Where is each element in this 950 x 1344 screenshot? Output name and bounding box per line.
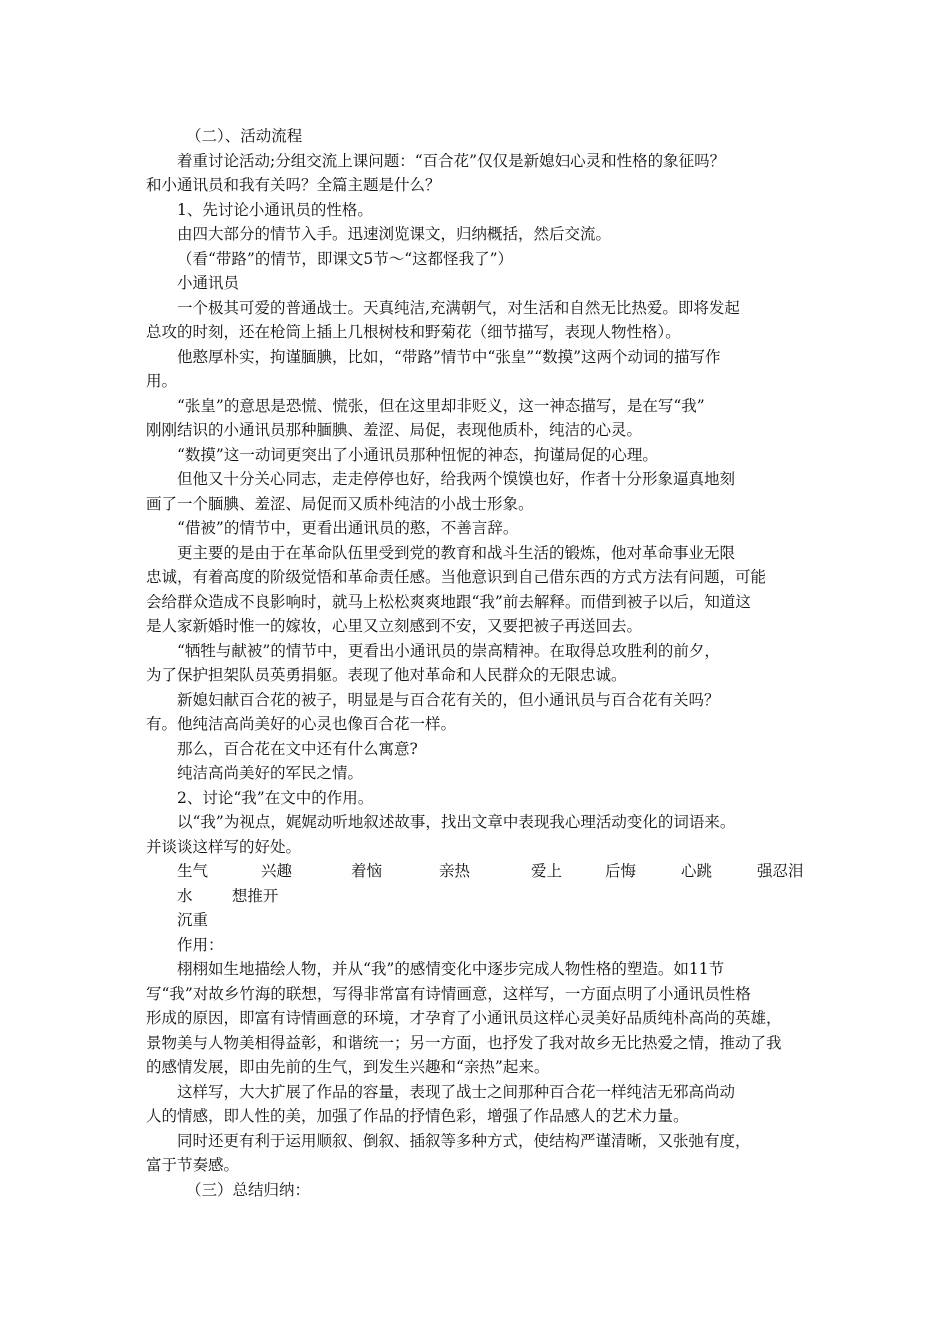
paragraph-line: 画了一个腼腆、羞涩、局促而又质朴纯洁的小战士形象。 [146,494,534,513]
emotion-word: 兴趣 [261,862,293,880]
paragraph-line: 作用： [177,935,224,954]
emotion-word: 强忍泪 [757,862,804,880]
paragraph-line: “张皇”的意思是恐慌、慌张，但在这里却非贬义，这一神态描写，是在写“我” [177,396,705,415]
paragraph-line: “借被”的情节中，更看出通讯员的憨，不善言辞。 [177,519,519,537]
paragraph-line: 刚刚结识的小通讯员那种腼腆、羞涩、局促，表现他质朴，纯洁的心灵。 [146,421,643,439]
paragraph-line: 栩栩如生地描绘人物，并从“我”的感情变化中逐步完成人物性格的塑造。如11节 [177,960,725,978]
paragraph-line: 写“我”对故乡竹海的联想，写得非常富有诗情画意，这样写，一方面点明了小通讯员性格 [146,984,751,1003]
document-page [146,124,826,1202]
paragraph-line: 的感情发展，即由先前的生气，到发生兴趣和“亲热”起来。 [146,1058,550,1076]
paragraph-line: 和小通讯员和我有关吗？全篇主题是什么？ [146,176,441,194]
paragraph-line: 人的情感，即人性的美，加强了作品的抒情色彩，增强了作品感人的艺术力量。 [146,1107,689,1125]
paragraph-line: 小通讯员 [177,274,240,292]
paragraph-line: 纯洁高尚美好的军民之情。 [177,764,364,782]
paragraph-line: 着重讨论活动;分组交流上课问题：“百合花”仅仅是新媳妇心灵和性格的象征吗？ [177,151,726,170]
paragraph-line: 是人家新婚时惟一的嫁妆，心里又立刻感到不安，又要把被子再送回去。 [146,617,643,635]
paragraph-line: 忠诚，有着高度的阶级觉悟和革命责任感。当他意识到自己借东西的方式方法有问题，可能 [146,568,767,586]
paragraph-line: 更主要的是由于在革命队伍里受到党的教育和战斗生活的锻炼，他对革命事业无限 [177,543,736,562]
paragraph-line: （看“带路”的情节，即课文5节～“这都怪我了”） [177,249,514,268]
paragraph-line: 这样写，大大扩展了作品的容量，表现了战士之间那种百合花一样纯洁无邪高尚动 [177,1082,736,1101]
section-heading: （三）总结归纳： [186,1180,311,1199]
paragraph-line: 那么，百合花在文中还有什么寓意? [177,739,418,758]
paragraph-line: 形成的原因，即富有诗情画意的环境，才孕育了小通讯员这样心灵美好品质纯朴高尚的英雄， [146,1009,782,1027]
subsection-heading: 2、讨论“我”在文中的作用。 [177,788,374,807]
paragraph-line: 同时还更有利于运用顺叙、倒叙、插叙等多种方式，使结构严谨清晰，又张弛有度， [177,1131,751,1150]
subsection-heading: 1、先讨论小通讯员的性格。 [177,200,373,219]
emotion-word: 生气 [177,862,209,880]
paragraph-line: 沉重 [177,911,209,929]
paragraph-line: 富于节奏感。 [146,1156,240,1174]
paragraph-line: 新媳妇献百合花的被子，明显是与百合花有关的，但小通讯员与百合花有关吗？ [177,690,720,709]
paragraph-line: 但他又十分关心同志，走走停停也好，给我两个馍馍也好，作者十分形象逼真地刻 [177,470,736,488]
emotion-word: 心跳 [681,862,713,880]
paragraph-line: 景物美与人物美相得益彰，和谐统一；另一方面，也抒发了我对故乡无比热爱之情，推动了我 [146,1033,782,1052]
paragraph-line: 会给群众造成不良影响时，就马上松松爽爽地跟“我”前去解释。而借到被子以后，知道这 [146,592,751,611]
paragraph-line: 由四大部分的情节入手。迅速浏览课文，归纳概括，然后交流。 [177,225,612,243]
paragraph-line: 用。 [146,372,178,390]
paragraph-line: 水 想推开 [177,886,279,905]
emotion-word: 着恼 [351,862,383,880]
paragraph-line: “数摸”这一动词更突出了小通讯员那种忸怩的神态，拘谨局促的心理。 [177,445,658,464]
emotion-word: 后悔 [605,862,637,880]
emotion-word: 亲热 [439,862,471,880]
paragraph-line: 并谈谈这样写的好处。 [146,837,302,856]
paragraph-line: 为了保护担架队员英勇捐躯。表现了他对革命和人民群众的无限忠诚。 [146,666,627,684]
paragraph-line: “牺牲与献被”的情节中，更看出小通讯员的崇高精神。在取得总攻胜利的前夕， [177,641,720,660]
paragraph-line: 一个极其可爱的普通战士。天真纯洁,充满朝气，对生活和自然无比热爱。即将发起 [177,298,740,317]
paragraph-line: 总攻的时刻，还在枪筒上插上几根树枝和野菊花（细节描写，表现人物性格）。 [146,323,681,341]
paragraph-line: 以“我”为视点，娓娓动听地叙述故事，找出文章中表现我心理活动变化的词语来。 [177,813,736,831]
paragraph-line: 他憨厚朴实，拘谨腼腆，比如，“带路”情节中“张皇”“数摸”这两个动词的描写作 [177,347,721,366]
paragraph-line: 有。他纯洁高尚美好的心灵也像百合花一样。 [146,715,457,733]
emotion-word: 爱上 [531,862,563,880]
emotion-word-list [146,859,826,884]
section-heading: （二）、活动流程 [186,127,303,145]
